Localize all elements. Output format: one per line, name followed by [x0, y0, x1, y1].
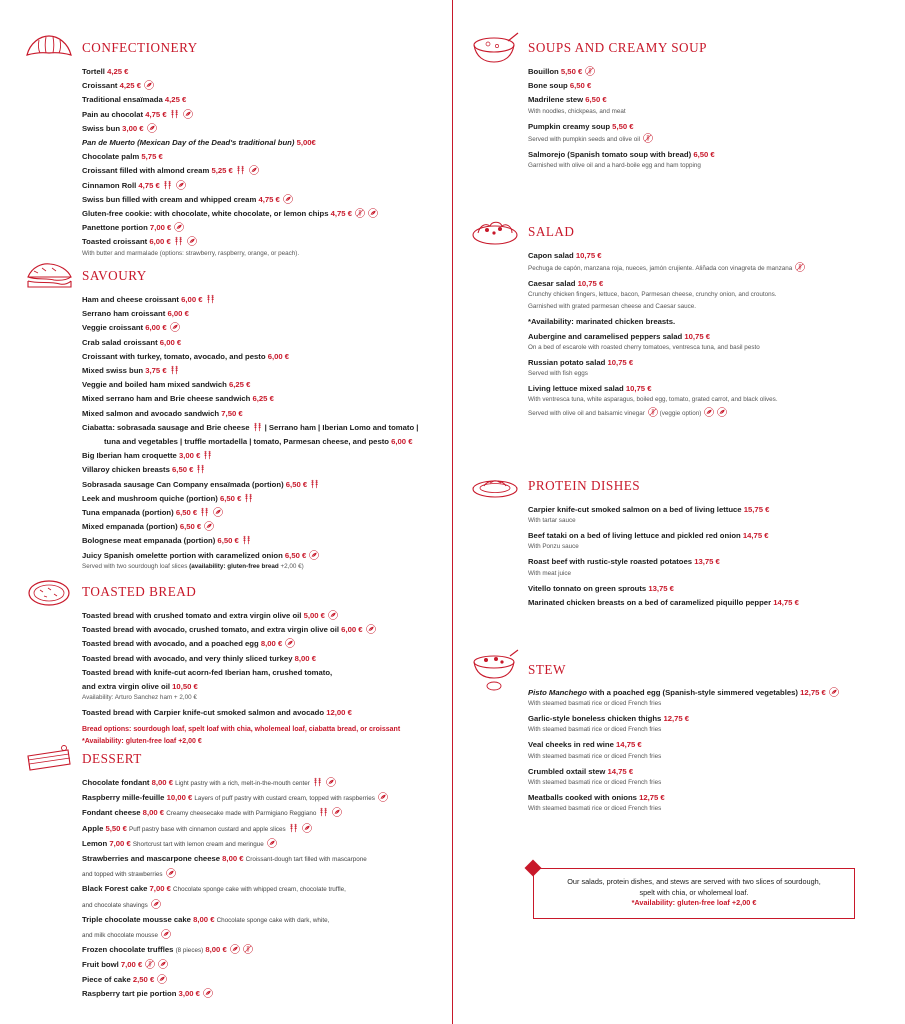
wheat-icon [319, 807, 329, 817]
menu-item: Ham and cheese croissant 6,00 € [82, 293, 444, 307]
vegetarian-leaf-icon [157, 974, 167, 984]
vegetarian-leaf-icon [328, 610, 338, 620]
item-note: Crunchy chicken fingers, lettuce, bacon, Parmesan cheese, crunchy onion, and croutons. [528, 291, 777, 299]
section-toasted-bread [24, 575, 444, 747]
section-title: SAVOURY [82, 268, 147, 283]
vegetarian-leaf-icon [368, 208, 378, 218]
bread-icon [24, 575, 74, 609]
side-dish-info-box [533, 868, 855, 919]
item-note: With steamed basmati rice or diced French fries [528, 726, 662, 734]
vegetarian-leaf-icon [170, 322, 180, 332]
menu-item: Marinated chicken breasts on a bed of caramelized piquillo pepper 14,75 € [528, 597, 799, 607]
menu-item: Croissant with turkey, tomato, avocado, and pesto 6,00 € [82, 351, 290, 361]
menu-item: Chocolate fondant 8,00 € Light pastry with a rich, melt-in-the-mouth center [82, 776, 444, 791]
section-protein-dishes [470, 469, 890, 610]
wheat-icon [310, 479, 320, 489]
menu-item: Strawberries and mascarpone cheese 8,00 € Croissant-dough tart filled with mascarpone [82, 854, 367, 864]
menu-item: Veal cheeks in red wine 14,75 € [528, 740, 642, 750]
wheat-icon [196, 464, 206, 474]
stew-pot-icon [470, 648, 520, 692]
menu-item: Beef tataki on a bed of living lettuce and pickled red onion 14,75 € [528, 531, 769, 541]
gluten-free-icon [355, 208, 365, 218]
menu-item: Toasted bread with crushed tomato and extra virgin olive oil 5,00 € [82, 609, 444, 623]
availability-note: *Availability: marinated chicken breasts. [528, 317, 676, 327]
wheat-icon [200, 507, 210, 517]
menu-item: Gluten-free cookie: with chocolate, white chocolate, or lemon chips 4,75 € [82, 207, 444, 221]
menu-item: Fruit bowl 7,00 € [82, 958, 444, 972]
menu-item: Toasted bread with Carpier knife-cut smoked salmon and avocado 12,00 € [82, 708, 352, 718]
info-line: spelt with chia, or wholemeal loaf. [639, 887, 749, 897]
menu-item: Pisto Manchego with a poached egg (Spanish-style simmered vegetables) 12,75 € [528, 686, 890, 700]
menu-item: Carpier knife-cut smoked salmon on a bed of living lettuce 15,75 € [528, 505, 770, 514]
wheat-icon [313, 777, 323, 787]
item-note: With steamed basmati rice or diced French fries [528, 805, 662, 813]
vegetarian-leaf-icon [717, 407, 727, 417]
vegetarian-leaf-icon [174, 222, 184, 232]
vegetarian-leaf-icon [366, 624, 376, 634]
menu-item-desc: and milk chocolate mousse [82, 928, 444, 943]
menu-item: Villaroy chicken breasts 6,50 € [82, 463, 444, 477]
menu-item: Frozen chocolate truffles (8 pieces) 8,00 € [82, 943, 444, 958]
wheat-icon [163, 180, 173, 190]
vegetarian-leaf-icon [378, 792, 388, 802]
item-note: Availability: Arturo Sanchez ham + 2,00 € [82, 694, 197, 702]
item-note: With butter and marmalade (options: strawberry, raspberry, orange, or peach). [82, 249, 300, 257]
menu-item: Meatballs cooked with onions 12,75 € [528, 792, 665, 802]
menu-item: Bouillon 5,50 € [528, 65, 890, 79]
vegetarian-leaf-icon [285, 638, 295, 648]
menu-item: Crab salad croissant 6,00 € [82, 337, 182, 347]
menu-item: Big Iberian ham croquette 3,00 € [82, 449, 444, 463]
vegetarian-leaf-icon [147, 123, 157, 133]
vegetarian-leaf-icon [204, 521, 214, 531]
vegetarian-leaf-icon [230, 944, 240, 954]
gluten-free-icon [585, 66, 595, 76]
wheat-icon [289, 823, 299, 833]
menu-item: Swiss bun filled with cream and whipped cream 4,75 € [82, 193, 444, 207]
item-note: Served with two sourdough loaf slices (availability: gluten-free bread +2,00 €) [82, 562, 304, 570]
menu-item-desc: and chocolate shavings [82, 898, 444, 913]
menu-item: Mixed swiss bun 3,75 € [82, 364, 444, 378]
menu-item: Apple 5,50 € Puff pastry base with cinnamon custard and apple slices [82, 822, 444, 837]
wheat-icon [174, 236, 184, 246]
menu-item: Chocolate palm 5,75 € [82, 152, 163, 162]
menu-item: Salmorejo (Spanish tomato soup with bread) 6,50 € [528, 149, 715, 159]
croissant-icon [24, 31, 74, 65]
item-note: With steamed basmati rice or diced French fries [528, 752, 662, 760]
gluten-free-icon [643, 133, 653, 143]
vegetarian-leaf-icon [326, 777, 336, 787]
item-note: Served with fish eggs [528, 370, 588, 378]
vegetarian-leaf-icon [283, 194, 293, 204]
wheat-icon [206, 294, 216, 304]
menu-item: Crumbled oxtail stew 14,75 € [528, 766, 634, 776]
vegetarian-leaf-icon [704, 407, 714, 417]
vegetarian-leaf-icon [829, 687, 839, 697]
menu-item: Veggie and boiled ham mixed sandwich 6,25 € [82, 380, 251, 390]
menu-item: Toasted croissant 6,00 € [82, 235, 444, 249]
wheat-icon [236, 165, 246, 175]
gluten-free-note: *Availability: gluten-free loaf +2,00 € [82, 737, 202, 745]
item-note: Garnished with olive oil and a hard-boile egg and ham topping [528, 162, 701, 170]
sandwich-icon [24, 259, 74, 293]
menu-item: Mixed serrano ham and Brie cheese sandwich 6,25 € [82, 394, 274, 404]
info-availability: *Availability: gluten-free loaf +2,00 € [631, 898, 757, 907]
section-title: CONFECTIONERY [82, 40, 198, 55]
vegetarian-leaf-icon [249, 165, 259, 175]
vegetarian-leaf-icon [158, 959, 168, 969]
menu-item: Aubergine and caramelised peppers salad 10,75 € [528, 331, 711, 341]
soup-bowl-icon [470, 31, 520, 65]
item-note: With steamed basmati rice or diced French fries [528, 700, 662, 708]
vegetarian-leaf-icon [332, 807, 342, 817]
item-note: Served with pumpkin seeds and olive oil [528, 133, 890, 145]
item-note: With Ponzu sauce [528, 543, 579, 551]
cake-slice-icon [24, 742, 74, 776]
menu-item: Swiss bun 3,00 € [82, 122, 444, 136]
vegetarian-leaf-icon [183, 109, 193, 119]
menu-item: Leek and mushroom quiche (portion) 6,50 € [82, 492, 444, 506]
wheat-icon [244, 493, 254, 503]
item-note: With steamed basmati rice or diced French fries [528, 778, 662, 786]
info-line: Our salads, protein dishes, and stews are served with two slices of sourdough, [567, 877, 821, 886]
gluten-free-icon [648, 407, 658, 417]
menu-item: Sobrasada sausage Can Company ensaïmada (portion) 6,50 € [82, 478, 444, 492]
menu-item: Juicy Spanish omelette portion with caramelized onion 6,50 € [82, 549, 444, 563]
section-stew [470, 648, 890, 817]
menu-item: Traditional ensaïmada 4,25 € [82, 95, 187, 105]
menu-item: Veggie croissant 6,00 € [82, 321, 444, 335]
section-savoury [24, 259, 444, 575]
menu-item: Fondant cheese 8,00 € Creamy cheesecake made with Parmigiano Reggiano [82, 806, 444, 821]
menu-item: Croissant filled with almond cream 5,25 € [82, 164, 444, 178]
menu-item: and extra virgin olive oil 10,50 € [82, 682, 198, 692]
menu-item: Toasted bread with avocado, crushed tomato, and extra virgin olive oil 6,00 € [82, 623, 444, 637]
menu-item: Croissant 4,25 € [82, 79, 444, 93]
menu-item: Pain au chocolat 4,75 € [82, 108, 444, 122]
menu-item: Serrano ham croissant 6,00 € [82, 309, 189, 319]
menu-item: Living lettuce mixed salad 10,75 € [528, 384, 652, 394]
section-title: DESSERT [82, 751, 142, 766]
column-divider [452, 0, 453, 1024]
section-title: STEW [528, 662, 566, 677]
wheat-icon [170, 109, 180, 119]
menu-item: Raspberry mille-feuille 10,00 € Layers of puff pastry with custard cream, topped with raspberries [82, 791, 444, 806]
menu-item: Panettone portion 7,00 € [82, 221, 444, 235]
menu-item: Piece of cake 2,50 € [82, 973, 444, 987]
menu-item: Lemon 7,00 € Shortcrust tart with lemon cream and meringue [82, 837, 444, 852]
menu-item: Caesar salad 10,75 € [528, 279, 604, 289]
gluten-free-icon [243, 944, 253, 954]
menu-item: tuna and vegetables | truffle mortadella | tomato, Parmesan cheese, and pesto 6,00 € [104, 437, 413, 447]
menu-item: Vitello tonnato on green sprouts 13,75 € [528, 583, 674, 593]
item-note: With tartar sauce [528, 517, 576, 525]
item-note: Garnished with grated parmesan cheese and Caesar sauce. [528, 303, 697, 311]
item-note: Served with olive oil and balsamic vinegar (veggie option) [528, 407, 890, 419]
gluten-free-icon [145, 959, 155, 969]
vegetarian-leaf-icon [144, 80, 154, 90]
vegetarian-leaf-icon [151, 899, 161, 909]
section-soups [470, 31, 890, 174]
menu-item: Roast beef with rustic-style roasted potatoes 13,75 € [528, 557, 720, 567]
vegetarian-leaf-icon [267, 838, 277, 848]
item-note: With meat juice [528, 569, 572, 577]
item-note: With noodles, chickpeas, and meat [528, 107, 626, 115]
menu-item: Tortell 4,25 € [82, 67, 129, 76]
vegetarian-leaf-icon [203, 988, 213, 998]
menu-item: Mixed salmon and avocado sandwich 7,50 € [82, 408, 243, 418]
bread-options-note: Bread options: sourdough loaf, spelt loaf with chia, wholemeal loaf, ciabatta bread, or croissant [82, 726, 401, 734]
wheat-icon [253, 422, 263, 432]
section-title: PROTEIN DISHES [528, 478, 641, 493]
menu-item: Tuna empanada (portion) 6,50 € [82, 506, 444, 520]
menu-item: Bolognese meat empanada (portion) 6,50 € [82, 534, 444, 548]
item-note: On a bed of escarole with roasted cherry tomatoes, ventresca tuna, and basil pesto [528, 343, 760, 351]
gluten-free-icon [795, 262, 805, 272]
menu-item: Toasted bread with avocado, and a poached egg 8,00 € [82, 637, 444, 651]
menu-item: Russian potato salad 10,75 € [528, 357, 634, 367]
wheat-icon [203, 450, 213, 460]
section-confectionery [24, 31, 444, 262]
menu-item: Garlic-style boneless chicken thighs 12,75 € [528, 714, 690, 724]
menu-item: Ciabatta: sobrasada sausage and Brie cheese | Serrano ham | Iberian Lomo and tomato | [82, 422, 419, 432]
menu-item: Bone soup 6,50 € [528, 81, 592, 91]
plate-dish-icon [470, 469, 520, 503]
menu-item: Black Forest cake 7,00 € Chocolate sponge cake with whipped cream, chocolate truffle, [82, 884, 346, 894]
menu-item: Toasted bread with avocado, and very thinly sliced turkey 8,00 € [82, 653, 316, 663]
menu-item: Mixed empanada (portion) 6,50 € [82, 520, 444, 534]
vegetarian-leaf-icon [166, 868, 176, 878]
section-title: TOASTED BREAD [82, 584, 197, 599]
section-title: SALAD [528, 224, 575, 239]
vegetarian-leaf-icon [309, 550, 319, 560]
menu-item: Pan de Muerto (Mexican Day of the Dead's traditional bun) 5,00€ [82, 138, 316, 148]
menu-item: Madrilene stew 6,50 € [528, 95, 607, 105]
section-dessert [24, 742, 444, 1001]
vegetarian-leaf-icon [161, 929, 171, 939]
menu-item: Toasted bread with knife-cut acorn-fed Iberian ham, crushed tomato, [82, 667, 333, 677]
menu-item: Triple chocolate mousse cake 8,00 € Chocolate sponge cake with dark, white, [82, 914, 330, 924]
salad-plate-icon [470, 215, 520, 249]
section-title: SOUPS AND CREAMY SOUP [528, 40, 707, 55]
menu-item-desc: and topped with strawberries [82, 867, 444, 882]
item-note: Pechuga de capón, manzana roja, nueces, jamón crujiente. Aliñada con vinagreta de manzana [528, 262, 890, 274]
vegetarian-leaf-icon [213, 507, 223, 517]
menu-item: Capon salad 10,75 € [528, 251, 602, 260]
menu-item: Raspberry tart pie portion 3,00 € [82, 987, 444, 1001]
vegetarian-leaf-icon [187, 236, 197, 246]
section-salad [470, 215, 890, 422]
menu-item: Cinnamon Roll 4,75 € [82, 179, 444, 193]
vegetarian-leaf-icon [302, 823, 312, 833]
wheat-icon [170, 365, 180, 375]
vegetarian-leaf-icon [176, 180, 186, 190]
item-note: With ventresca tuna, white asparagus, boiled egg, tomato, grated carrot, and black olives. [528, 396, 778, 404]
menu-item: Pumpkin creamy soup 5,50 € [528, 121, 634, 131]
wheat-icon [242, 535, 252, 545]
